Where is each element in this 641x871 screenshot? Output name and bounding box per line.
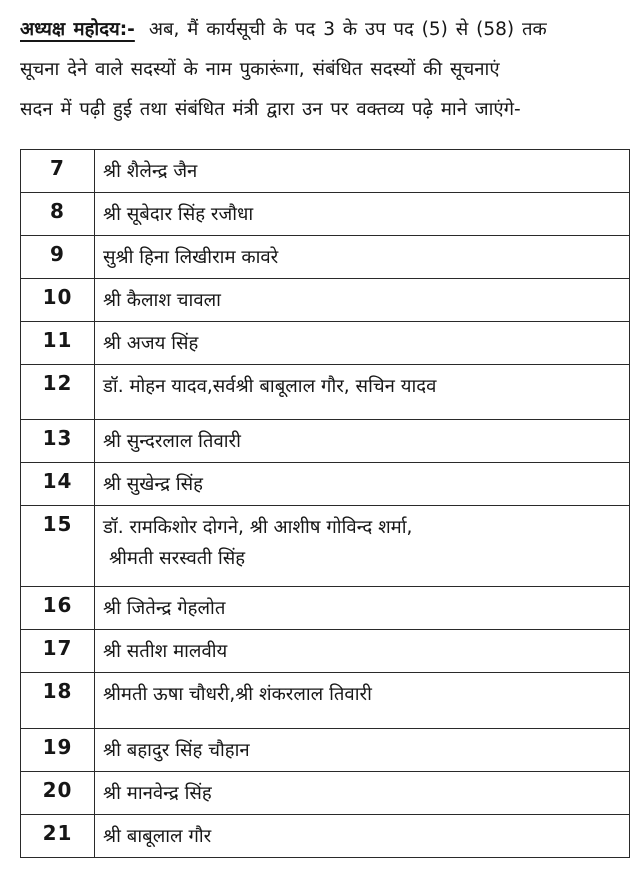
member-name-line-2: श्रीमती सरस्वती सिंह <box>109 548 246 569</box>
item-number: 21 <box>21 815 95 858</box>
member-name: श्री जितेन्द्र गेहलोत <box>95 587 630 630</box>
item-number: 17 <box>21 630 95 673</box>
item-number: 15 <box>21 506 95 587</box>
item-number: 20 <box>21 772 95 815</box>
member-name: श्री बाबूलाल गौर <box>95 815 630 858</box>
table-row <box>21 279 630 322</box>
member-name: श्री सूबेदार सिंह रजौधा <box>95 193 630 236</box>
members-table <box>20 149 630 858</box>
item-number: 8 <box>21 193 95 236</box>
member-name: श्री कैलाश चावला <box>95 279 630 322</box>
member-name: डॉ. मोहन यादव,सर्वश्री बाबूलाल गौर, सचिन यादव <box>95 365 630 420</box>
member-name-line-1: डॉ. रामकिशोर दोगने, श्री आशीष गोविन्द शर्मा, <box>103 517 413 538</box>
item-number: 16 <box>21 587 95 630</box>
table-row <box>21 420 630 463</box>
member-name: श्री बहादुर सिंह चौहान <box>95 729 630 772</box>
member-name: श्री अजय सिंह <box>95 322 630 365</box>
table-row <box>21 673 630 729</box>
table-row <box>21 772 630 815</box>
item-number: 10 <box>21 279 95 322</box>
table-row <box>21 815 630 858</box>
item-number: 18 <box>21 673 95 729</box>
item-number: 19 <box>21 729 95 772</box>
intro-text-1: अब, मैं कार्यसूची के पद 3 के उप पद (5) से (58) तक <box>148 19 547 40</box>
member-name <box>95 506 630 587</box>
table-row <box>21 236 630 279</box>
table-row <box>21 630 630 673</box>
member-name: श्री सुखेन्द्र सिंह <box>95 463 630 506</box>
speaker-label: अध्यक्ष महोदय:- <box>20 19 135 40</box>
table-row <box>21 193 630 236</box>
table-row <box>21 506 630 587</box>
table-row <box>21 463 630 506</box>
member-name: श्री सुन्दरलाल तिवारी <box>95 420 630 463</box>
member-name: सुश्री हिना लिखीराम कावरे <box>95 236 630 279</box>
item-number: 13 <box>21 420 95 463</box>
item-number: 11 <box>21 322 95 365</box>
intro-line-3: सदन में पढ़ी हुई तथा संबंधित मंत्री द्वारा उन पर वक्तव्य पढ़े माने जाएंगे- <box>20 99 521 120</box>
member-name: श्री मानवेन्द्र सिंह <box>95 772 630 815</box>
intro-paragraph <box>20 10 630 130</box>
member-name: श्री शैलेन्द्र जैन <box>95 150 630 193</box>
intro-line-1 <box>20 10 630 50</box>
intro-line-2: सूचना देने वाले सदस्यों के नाम पुकारूंगा, संबंधित सदस्यों की सूचनाएं <box>20 59 500 80</box>
table-row <box>21 587 630 630</box>
member-name: श्रीमती ऊषा चौधरी,श्री शंकरलाल तिवारी <box>95 673 630 729</box>
table-row <box>21 322 630 365</box>
item-number: 9 <box>21 236 95 279</box>
member-name: श्री सतीश मालवीय <box>95 630 630 673</box>
item-number: 7 <box>21 150 95 193</box>
item-number: 12 <box>21 365 95 420</box>
table-row <box>21 365 630 420</box>
item-number: 14 <box>21 463 95 506</box>
table-row <box>21 729 630 772</box>
table-row <box>21 150 630 193</box>
